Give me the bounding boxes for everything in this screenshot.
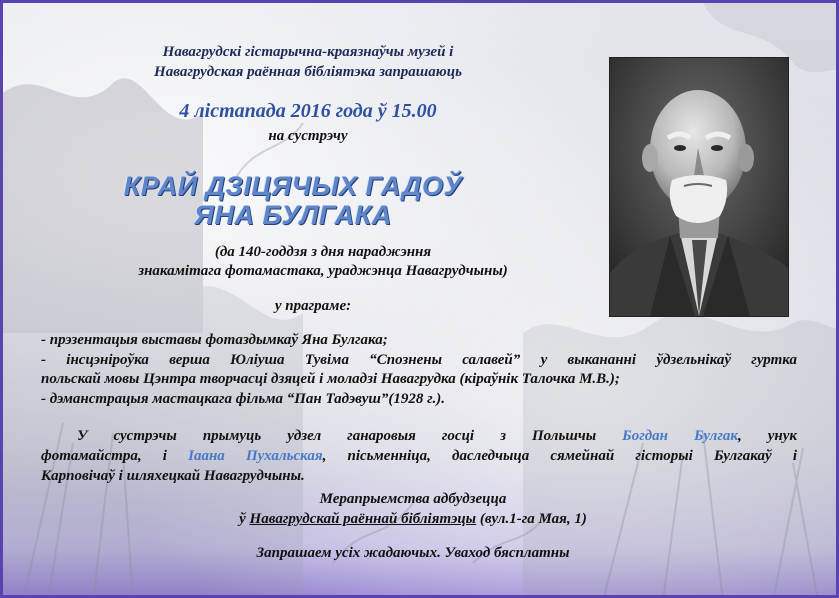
guests-line-3: Карповічаў і шляхецкай Навагрудчыны. — [41, 468, 305, 484]
subtitle-line-2: знакамітага фотамастака, ураджэнца Навагрудчыны) — [138, 263, 508, 279]
free-entry-note: Запрашаем усіх жадаючых. Уваход бясплатны — [256, 545, 570, 561]
venue-line-2 — [163, 510, 663, 529]
organizers-line-2: Навагрудская раённая бібліятэка запрашаюць — [154, 64, 462, 80]
program-item-exhibition: - прэзентацыя выставы фотаздымкаў Яна Булгака; — [41, 332, 388, 348]
guests-photographer-text: фотамайстра, і — [41, 448, 167, 464]
guests-line-1 — [41, 427, 797, 446]
guest-bogdan-bulgak: Богдан Булгак — [622, 428, 738, 444]
program-item-staging-line-2: польскай мовы Цэнтра творчасці дзяцей і моладзі Навагрудка (кіраўнік Талочка М.В.); — [41, 371, 620, 387]
venue-address: (вул.1-га Мая, 1) — [479, 511, 587, 527]
venue-place: Навагрудскай раённай бібліятэцы — [249, 511, 477, 527]
subtitle-line-1: (да 140-годдзя з дня нараджэння — [214, 244, 432, 260]
guests-line-2 — [41, 447, 797, 466]
organizers-line-1: Навагрудскі гістарычна-краязнаўчы музей і — [162, 44, 454, 60]
title-line-1: КРАЙ ДЗІЦЯЧЫХ ГАДОЎ — [123, 171, 463, 201]
venue-prefix: ў — [239, 511, 246, 527]
event-date: 4 лістапада 2016 года ў 15.00 — [179, 100, 437, 122]
program-item-film: - дэманстрацыя мастацкага фільма “Пан Тадэвуш”(1928 г.). — [41, 391, 446, 407]
portrait-photo — [609, 57, 789, 317]
guests-grandson-text: , унук — [737, 428, 798, 444]
venue-line-1: Мерапрыемства адбудзецца — [319, 491, 507, 507]
title-line-2: ЯНА БУЛГАКА — [194, 200, 392, 230]
program-item-staging-line-1: - інсцэніроўка верша Юліуша Тувіма “Спознены салавей” у выкананні ўдзельнікаў гуртка — [41, 352, 797, 368]
portrait-illustration — [610, 58, 788, 316]
program-heading: у праграме: — [274, 298, 352, 314]
guest-ioanna-pukhalskaya: Іаана Пухальская — [188, 448, 323, 464]
guests-intro-text: У сустрэчы прымуць удзел ганаровыя госці з Польшчы — [77, 428, 597, 444]
meeting-label: на сустрэчу — [268, 128, 348, 144]
guests-writer-text: , пісьменніца, даследчыца сямейнай гісторыі Булгакаў і — [322, 448, 798, 464]
